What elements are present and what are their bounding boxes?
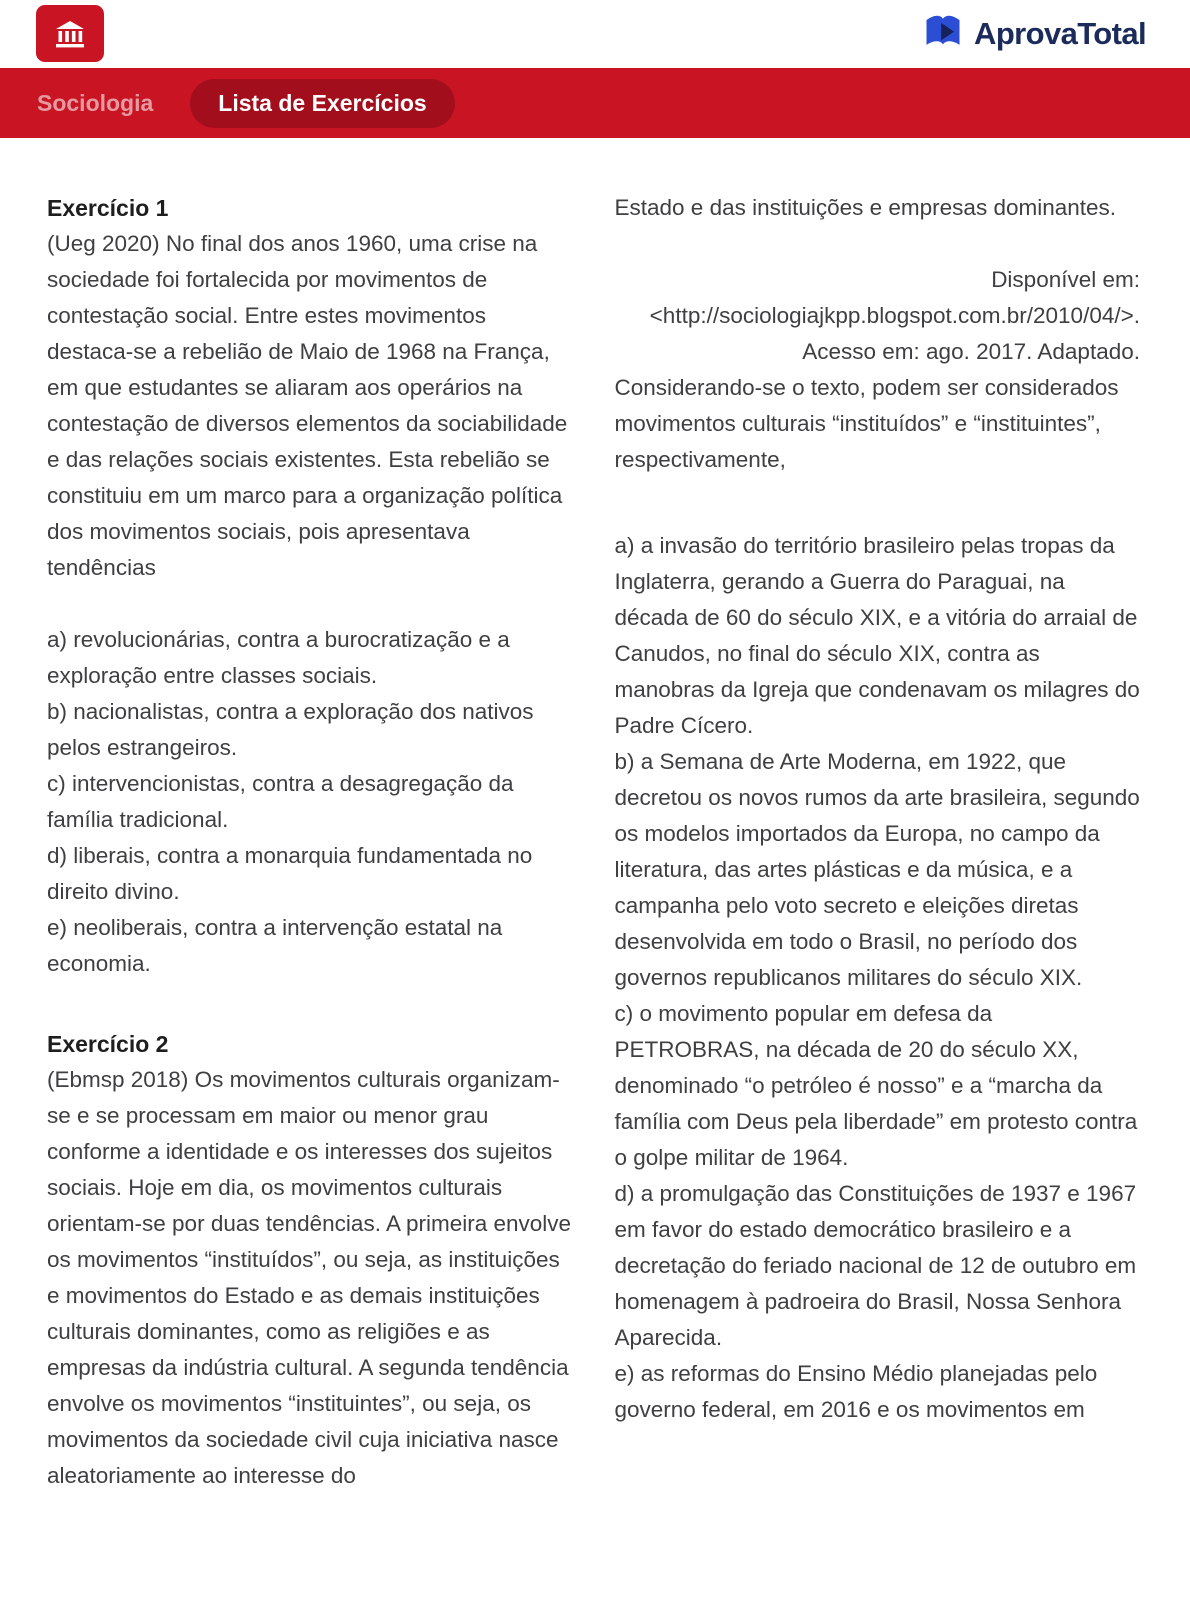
top-strip xyxy=(0,0,1190,68)
logo-aprova-text: Aprova xyxy=(974,15,1078,51)
exercise-2-stem-continuation: Estado e das instituições e empresas dominantes. xyxy=(614,195,1117,220)
exercise-2-option-b: b) a Semana de Arte Moderna, em 1922, que decretou os novos rumos da arte brasileira, segundo os modelos importados da Europa, no campo da literatura, das artes plásticas e da música, e a campanha pelo voto secreto e eleições diretas desenvolvida em todo o Brasil, no período dos governos republicanos militares do século XIX. xyxy=(614,749,1140,990)
aprova-total-logo xyxy=(921,11,1146,55)
book-icon xyxy=(921,11,965,55)
exercise-1-option-c: c) intervencionistas, contra a desagregação da família tradicional. xyxy=(47,771,514,832)
exercise-2-option-a: a) a invasão do território brasileiro pelas tropas da Inglaterra, gerando a Guerra do Paraguai, na década de 60 do século XIX, e a vitória do arraial de Canudos, no final do século XIX, contra as manobras da Igreja que condenavam os milagres do Padre Cícero. xyxy=(614,533,1140,738)
exercise-1-option-d: d) liberais, contra a monarquia fundamentada no direito divino. xyxy=(47,843,533,904)
exercise-2-title: Exercício 2 xyxy=(47,1031,169,1057)
exercise-2-stem: (Ebmsp 2018) Os movimentos culturais organizam-se e se processam em maior ou menor grau conforme a identidade e os interesses dos sujeitos sociais. Hoje em dia, os movimentos culturais orientam-se por duas tendências. A primeira envolve os movimentos “instituídos”, ou seja, as instituições e movimentos do Estado e as demais instituições culturais dominantes, como as religiões e as empresas da indústria cultural. A segunda tendência envolve os movimentos “instituintes”, ou seja, os movimentos da sociedade civil cuja iniciativa nasce aleatoriamente ao interesse do xyxy=(47,1067,572,1488)
exercise-sheet xyxy=(0,138,1190,1494)
logo-total-text: Total xyxy=(1077,15,1146,51)
exercise-1-title: Exercício 1 xyxy=(47,195,169,221)
subject-bar xyxy=(0,68,1190,138)
exercise-2-option-d: d) a promulgação das Constituições de 1937 e 1967 em favor do estado democrático brasileiro e a decretação do feriado nacional de 12 de outubro em homenagem à padroeira do Brasil, Nossa Senhora Aparecida. xyxy=(614,1181,1137,1350)
subject-label: Sociologia xyxy=(37,89,154,116)
exercise-2-option-c: c) o movimento popular em defesa da PETROBRAS, na década de 20 do século XX, denominado “o petróleo é nosso” e a “marcha da família com Deus pela liberdade” em protesto contra o golpe militar de 1964. xyxy=(614,1001,1138,1170)
exercise-1-options xyxy=(47,622,573,982)
bank-icon xyxy=(55,20,85,48)
exercise-2-question: Considerando-se o texto, podem ser considerados movimentos culturais “instituídos” e “instituintes”, respectivamente, xyxy=(614,375,1119,472)
top-bar xyxy=(0,0,1190,138)
exercise-1-option-a: a) revolucionárias, contra a burocratização e a exploração entre classes sociais. xyxy=(47,627,510,688)
source-line-3: Acesso em: ago. 2017. Adaptado. xyxy=(802,339,1140,364)
exercise-2-option-e: e) as reformas do Ensino Médio planejadas pelo governo federal, em 2016 e os movimentos em xyxy=(614,1361,1098,1422)
institution-button[interactable] xyxy=(36,5,104,62)
logo-wordmark xyxy=(974,15,1146,51)
tab-lista-de-exercicios[interactable]: Lista de Exercícios xyxy=(190,79,454,128)
exercise-2-options xyxy=(615,528,1141,1428)
exercise-1-option-e: e) neoliberais, contra a intervenção estatal na economia. xyxy=(47,915,503,976)
right-column xyxy=(615,190,1141,1494)
exercise-1-stem: (Ueg 2020) No final dos anos 1960, uma crise na sociedade foi fortalecida por movimentos de contestação social. Entre estes movimentos destaca-se a rebelião de Maio de 1968 na França, em que estudantes se aliaram aos operários na contestação de diversos elementos da sociabilidade e das relações sociais existentes. Esta rebelião se constituiu em um marco para a organização política dos movimentos sociais, pois apresentava tendências xyxy=(47,231,568,580)
source-line-1: Disponível em: xyxy=(991,267,1140,292)
source-citation xyxy=(615,262,1141,370)
left-column xyxy=(47,190,573,1494)
exercise-1-option-b: b) nacionalistas, contra a exploração dos nativos pelos estrangeiros. xyxy=(47,699,534,760)
source-line-2: <http://sociologiajkpp.blogspot.com.br/2010/04/>. xyxy=(649,303,1140,328)
